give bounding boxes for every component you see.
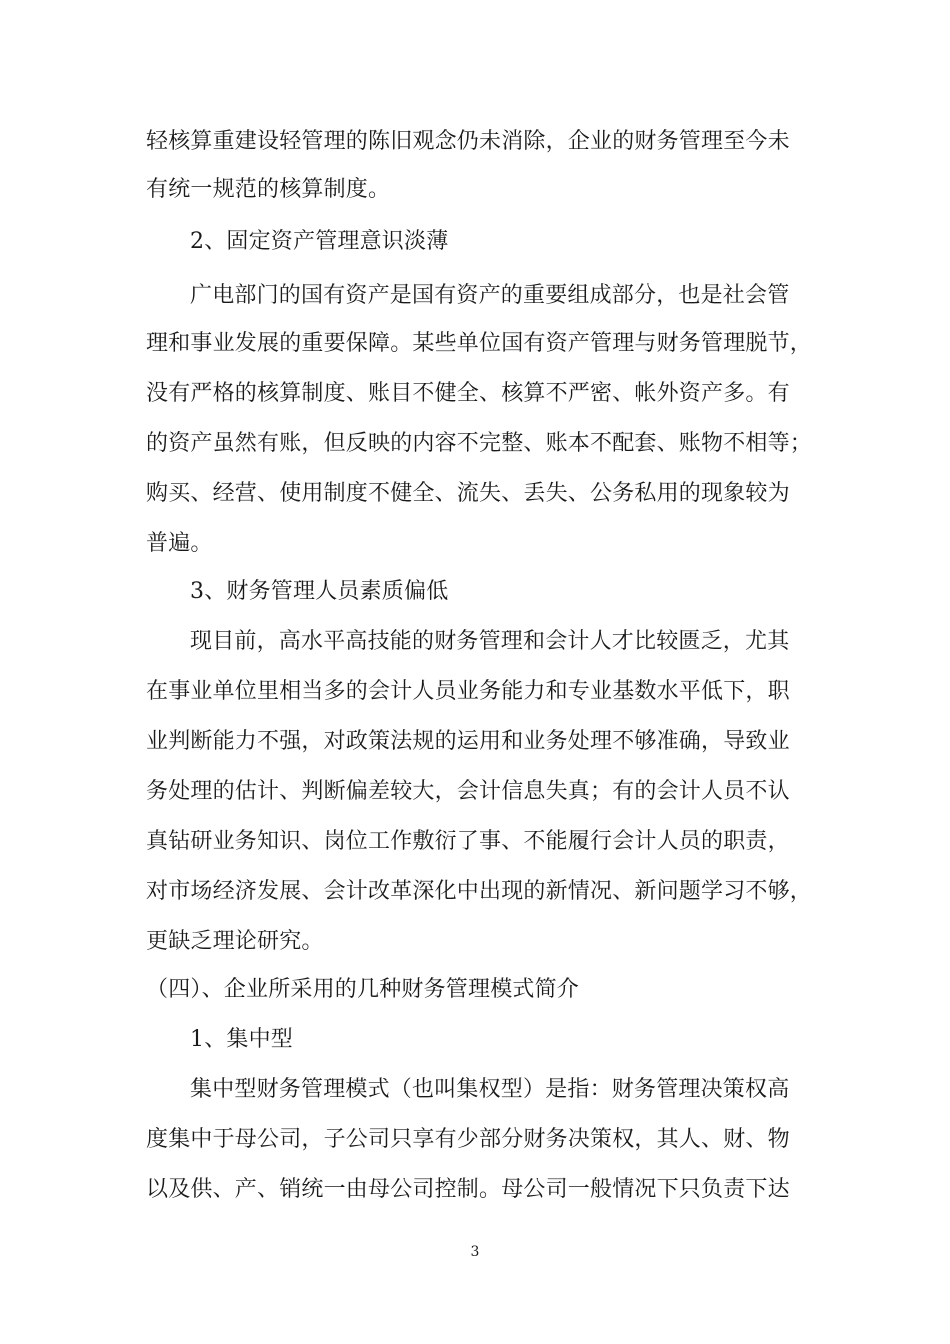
paragraph-first-line: 集中型财务管理模式（也叫集权型）是指：财务管理决策权高 [190, 1077, 790, 1102]
section-heading-3: 3、财务管理人员素质偏低 [190, 579, 449, 604]
section-heading-four: （四）、企业所采用的几种财务管理模式简介 [146, 977, 580, 1002]
body-text-line: 以及供、产、销统一由母公司控制。母公司一般情况下只负责下达 [146, 1177, 790, 1202]
paragraph-first-line: 广电部门的国有资产是国有资产的重要组成部分，也是社会管 [190, 283, 790, 308]
page-number: 3 [470, 1244, 480, 1260]
paragraph-first-line: 现目前，高水平高技能的财务管理和会计人才比较匮乏，尤其 [190, 629, 790, 654]
body-text-line: 理和事业发展的重要保障。某些单位国有资产管理与财务管理脱节， [146, 331, 813, 356]
body-text-line: 对市场经济发展、会计改革深化中出现的新情况、新问题学习不够， [146, 879, 813, 904]
body-text-line: 轻核算重建设轻管理的陈旧观念仍未消除，企业的财务管理至今未 [146, 129, 790, 154]
body-text-line: 业判断能力不强，对政策法规的运用和业务处理不够准确，导致业 [146, 729, 790, 754]
body-text-line: 真钻研业务知识、岗位工作敷衍了事、不能履行会计人员的职责， [146, 829, 790, 854]
section-heading-centralized: 1、集中型 [190, 1027, 293, 1052]
section-heading-2: 2、固定资产管理意识淡薄 [190, 229, 449, 254]
body-text-line: 没有严格的核算制度、账目不健全、核算不严密、帐外资产多。有 [146, 381, 790, 406]
body-text-line: 普遍。 [146, 531, 213, 556]
body-text-line: 有统一规范的核算制度。 [146, 177, 391, 202]
body-text-line: 的资产虽然有账，但反映的内容不完整、账本不配套、账物不相等； [146, 431, 813, 456]
body-text-line: 购买、经营、使用制度不健全、流失、丢失、公务私用的现象较为 [146, 481, 790, 506]
body-text-line: 务处理的估计、判断偏差较大，会计信息失真；有的会计人员不认 [146, 779, 790, 804]
body-text-line: 度集中于母公司，子公司只享有少部分财务决策权，其人、财、物 [146, 1127, 790, 1152]
body-text-line: 更缺乏理论研究。 [146, 929, 324, 954]
body-text-line: 在事业单位里相当多的会计人员业务能力和专业基数水平低下，职 [146, 679, 790, 704]
